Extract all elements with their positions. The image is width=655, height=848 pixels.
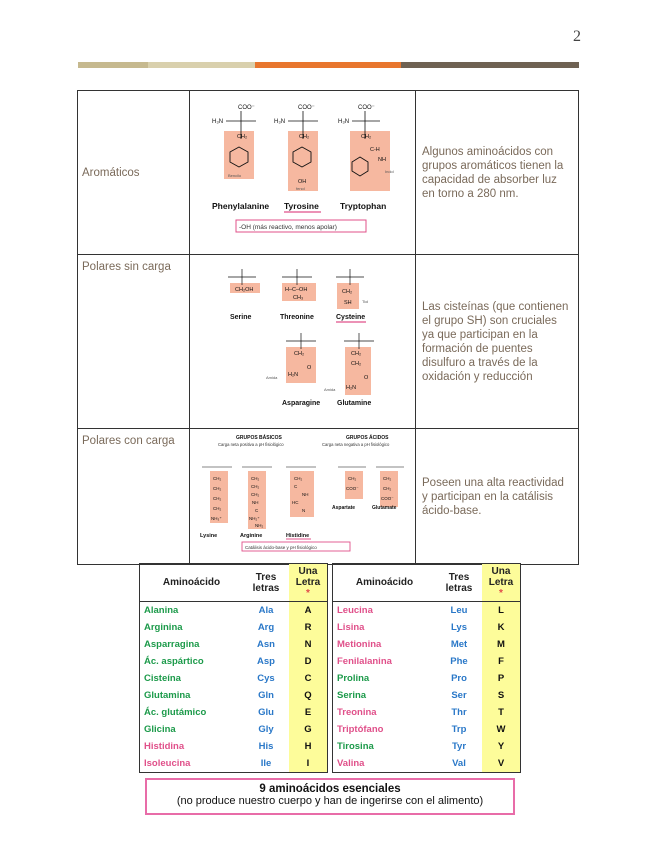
acid-groups-title: GRUPOS ÁCIDOS: [346, 435, 389, 441]
aa-name: Prolina: [337, 673, 370, 684]
aa-three-letter: Asp: [257, 656, 275, 667]
group-label: CH₂: [251, 492, 260, 497]
aa-name-label: Tyrosine: [284, 201, 319, 211]
page-number: 2: [573, 28, 581, 45]
essential-star: *: [499, 588, 503, 599]
stripe-segment-4: [401, 62, 579, 68]
coo-label: COO⁻: [298, 105, 315, 111]
group-label: HC: [292, 500, 299, 505]
aa-one-letter: S: [482, 687, 520, 704]
hydroxyl-note: -OH (más reactivo, menos apolar): [239, 224, 337, 231]
aa-three-letter: Ala: [258, 605, 274, 616]
group-label: CH₂: [213, 506, 222, 511]
aa-name: Tirosina: [337, 741, 374, 752]
description-cell: Las cisteínas (que contienen el grupo SH) son cruciales ya que participan en la formación de puentes disulfuro a través de la oxidación y reducción: [416, 255, 579, 429]
group-label: CH₂: [383, 486, 392, 491]
aa-three-letter: Gly: [258, 724, 274, 735]
aa-three-letter: Lys: [450, 622, 468, 633]
aa-name: Glutamina: [144, 690, 191, 701]
header-three: Tres letras: [436, 564, 482, 602]
codes-table-right: [332, 563, 521, 773]
aa-three-letter: Tyr: [451, 741, 467, 752]
aa-name-label: Aspartate: [332, 505, 356, 511]
group-label: CH₂: [351, 361, 362, 367]
polar-uncharged-figure-cell: [190, 255, 416, 429]
group-label: CH₂: [237, 134, 248, 140]
aa-one-letter: V: [482, 755, 520, 772]
group-label: C-H: [370, 147, 380, 153]
aromatic-figure-cell: [190, 91, 416, 255]
stripe-segment-2: [148, 62, 255, 68]
aa-name: Leucina: [337, 605, 373, 616]
category-cell: Aromáticos: [78, 91, 190, 255]
stripe-segment-3: [255, 62, 401, 68]
group-label: N: [302, 508, 306, 513]
aa-three-letter: His: [258, 741, 274, 752]
header-one: [289, 564, 327, 602]
group-label: CH₂OH: [235, 287, 254, 293]
aa-three-letter: Phe: [450, 656, 468, 667]
group-label: OH: [298, 179, 307, 185]
coo-label: COO⁻: [238, 105, 255, 111]
aa-name-label: Threonine: [280, 314, 314, 321]
table-row: [333, 704, 520, 721]
aa-name: Metionina: [337, 639, 382, 650]
group-label: CH₂: [383, 476, 392, 481]
aa-name-label: Serine: [230, 314, 252, 321]
group-label: COO⁻: [346, 486, 359, 491]
aa-name: Ác. aspártico: [144, 656, 204, 667]
aa-name-label: Phenylalanine: [212, 201, 270, 211]
aa-name: Histidina: [144, 741, 185, 752]
aa-one-letter: N: [289, 636, 327, 653]
aa-one-letter: L: [482, 602, 520, 620]
codes-table-left: [139, 563, 328, 773]
header-name: Aminoácido: [140, 564, 243, 602]
amino-acid-classification-table: [77, 90, 579, 565]
amino-acid-codes: [139, 563, 521, 773]
aa-three-letter: Ile: [260, 758, 272, 769]
essential-subtitle: (no produce nuestro cuerpo y han de ingerirse con el alimento): [176, 795, 484, 807]
description-cell: Algunos aminoácidos con grupos aromáticos tienen la capacidad de absorber luz en torno a 280 nm.: [416, 91, 579, 255]
coo-label: COO⁻: [358, 105, 375, 111]
table-row: [140, 721, 327, 738]
essential-title: 9 aminoácidos esenciales: [259, 783, 401, 795]
group-label: COO⁻: [381, 496, 394, 501]
aa-name: Fenilalanina: [337, 656, 392, 667]
aa-one-letter: G: [289, 721, 327, 738]
aa-name-label: Lysine: [200, 533, 218, 539]
group-label: C: [294, 484, 298, 489]
header-name: Aminoácido: [333, 564, 436, 602]
group-label: C: [255, 508, 259, 513]
group-label: CH₂: [294, 351, 305, 357]
group-label: O: [364, 375, 369, 381]
aa-name: Alanina: [144, 605, 179, 616]
aa-name: Isoleucina: [144, 758, 191, 769]
aa-name-label: Glutamine: [337, 400, 372, 407]
aa-three-letter: Cys: [257, 673, 275, 684]
stripe-segment-1: [78, 62, 148, 68]
group-label: O: [307, 365, 312, 371]
table-row: [333, 653, 520, 670]
amine-label: H₃N: [212, 119, 224, 125]
table-row: [140, 755, 327, 772]
aa-name-label: Asparagine: [282, 400, 321, 407]
header-one-label: Una Letra: [295, 566, 321, 588]
aa-one-letter: D: [289, 653, 327, 670]
group-label: NH: [252, 500, 259, 505]
group-label: NH₂: [255, 523, 264, 528]
catalysis-note: Catálisis ácido-base y pH fisiológico: [245, 545, 317, 550]
aa-one-letter: R: [289, 619, 327, 636]
group-label: NH: [302, 492, 309, 497]
aa-name-label: Cysteine: [336, 314, 366, 321]
group-label: Amida: [266, 375, 278, 380]
group-label: NH: [378, 157, 386, 163]
header-one-label: Una Letra: [488, 566, 514, 588]
aa-three-letter: Ser: [451, 690, 467, 701]
acid-groups-subtitle: Carga neta negativa a pH fisiológico: [322, 442, 390, 447]
table-row: [140, 653, 327, 670]
aa-name: Lisina: [337, 622, 365, 633]
aa-name: Treonina: [337, 707, 377, 718]
header-one: [482, 564, 520, 602]
group-label: CH₂: [351, 351, 362, 357]
basic-groups-title: GRUPOS BÁSICOS: [236, 435, 282, 441]
table-row: [333, 738, 520, 755]
group-label: CH₂: [361, 134, 372, 140]
group-label: CH₃: [293, 295, 304, 301]
group-label: H₂N: [288, 372, 299, 378]
aa-three-letter: Arg: [257, 622, 275, 633]
basic-groups-subtitle: Carga neta positiva a pH fisiológico: [218, 442, 284, 447]
aa-one-letter: K: [482, 619, 520, 636]
group-label: NH₃⁺: [211, 516, 222, 521]
aa-three-letter: Asn: [257, 639, 275, 650]
group-label: SH: [344, 300, 352, 306]
group-label: CH₂: [213, 486, 222, 491]
aa-three-letter: Leu: [450, 605, 468, 616]
table-row: [333, 619, 520, 636]
group-label: CH₂: [299, 134, 310, 140]
group-label: CH₂: [213, 476, 222, 481]
header-stripe: [78, 62, 579, 68]
aa-name-label: Glutamate: [372, 505, 397, 511]
essential-star: *: [306, 588, 310, 599]
group-label: CH₂: [342, 289, 353, 295]
group-label: fenol: [296, 186, 305, 191]
table-row: [78, 91, 579, 255]
group-label: CH₂: [213, 496, 222, 501]
table-row: [78, 429, 579, 565]
polar-uncharged-structures-figure: [190, 255, 415, 423]
group-label: CH₂: [294, 476, 303, 481]
table-row: [140, 619, 327, 636]
aa-one-letter: Y: [482, 738, 520, 755]
table-row: [140, 636, 327, 653]
table-row: [140, 670, 327, 687]
header-three: Tres letras: [243, 564, 289, 602]
table-row: [333, 670, 520, 687]
table-row: [140, 738, 327, 755]
aa-one-letter: A: [289, 602, 327, 620]
polar-charged-structures-figure: [190, 429, 415, 559]
aa-one-letter: C: [289, 670, 327, 687]
aa-name-label: Histidine: [286, 533, 310, 539]
category-cell: Polares sin carga: [78, 255, 190, 429]
aa-name: Serina: [337, 690, 367, 701]
group-label: Amida: [324, 387, 336, 392]
group-label: H₂N: [346, 385, 357, 391]
table-row: [140, 704, 327, 721]
category-cell: Polares con carga: [78, 429, 190, 565]
group-label: H–C–OH: [285, 287, 308, 293]
group-label: Bencilo: [228, 173, 242, 178]
aa-one-letter: E: [289, 704, 327, 721]
aa-name: Valina: [337, 758, 365, 769]
aa-three-letter: Met: [450, 639, 468, 650]
polar-charged-figure-cell: [190, 429, 416, 565]
group-label: CH₂: [251, 476, 260, 481]
aa-one-letter: F: [482, 653, 520, 670]
aa-name: Asparragina: [144, 639, 200, 650]
table-row: [333, 755, 520, 772]
table-row: [333, 721, 520, 738]
aa-name: Arginina: [144, 622, 183, 633]
aa-one-letter: W: [482, 721, 520, 738]
aa-name-label: Tryptophan: [340, 201, 387, 211]
aa-three-letter: Gln: [258, 690, 274, 701]
aa-one-letter: I: [289, 755, 327, 772]
aa-one-letter: H: [289, 738, 327, 755]
group-label: Tiol: [362, 299, 369, 304]
amine-label: H₃N: [274, 119, 286, 125]
amine-label: H₃N: [338, 119, 350, 125]
aa-one-letter: M: [482, 636, 520, 653]
table-row: [78, 255, 579, 429]
aromatic-structures-figure: [190, 91, 415, 249]
aa-three-letter: Val: [452, 758, 466, 769]
aa-name: Triptófano: [337, 724, 384, 735]
aa-one-letter: Q: [289, 687, 327, 704]
table-row: [333, 602, 520, 620]
aa-name-label: Arginine: [240, 533, 263, 539]
group-label: CH₂: [348, 476, 357, 481]
aa-three-letter: Thr: [451, 707, 467, 718]
table-row: [140, 602, 327, 620]
aa-name: Glicina: [144, 724, 176, 735]
aa-three-letter: Trp: [451, 724, 467, 735]
group-label: Indol: [385, 169, 394, 174]
aa-name: Ác. glutámico: [144, 707, 207, 718]
table-row: [333, 687, 520, 704]
aa-three-letter: Pro: [451, 673, 467, 684]
aa-name: Cisteína: [144, 673, 181, 684]
group-label: NH₂⁺: [249, 516, 260, 521]
essential-amino-acids-box: [145, 778, 515, 815]
aa-three-letter: Glu: [258, 707, 274, 718]
group-label: CH₂: [251, 484, 260, 489]
description-cell: Poseen una alta reactividad y participan en la catálisis ácido-base.: [416, 429, 579, 565]
aa-one-letter: T: [482, 704, 520, 721]
aa-one-letter: P: [482, 670, 520, 687]
table-row: [333, 636, 520, 653]
table-row: [140, 687, 327, 704]
